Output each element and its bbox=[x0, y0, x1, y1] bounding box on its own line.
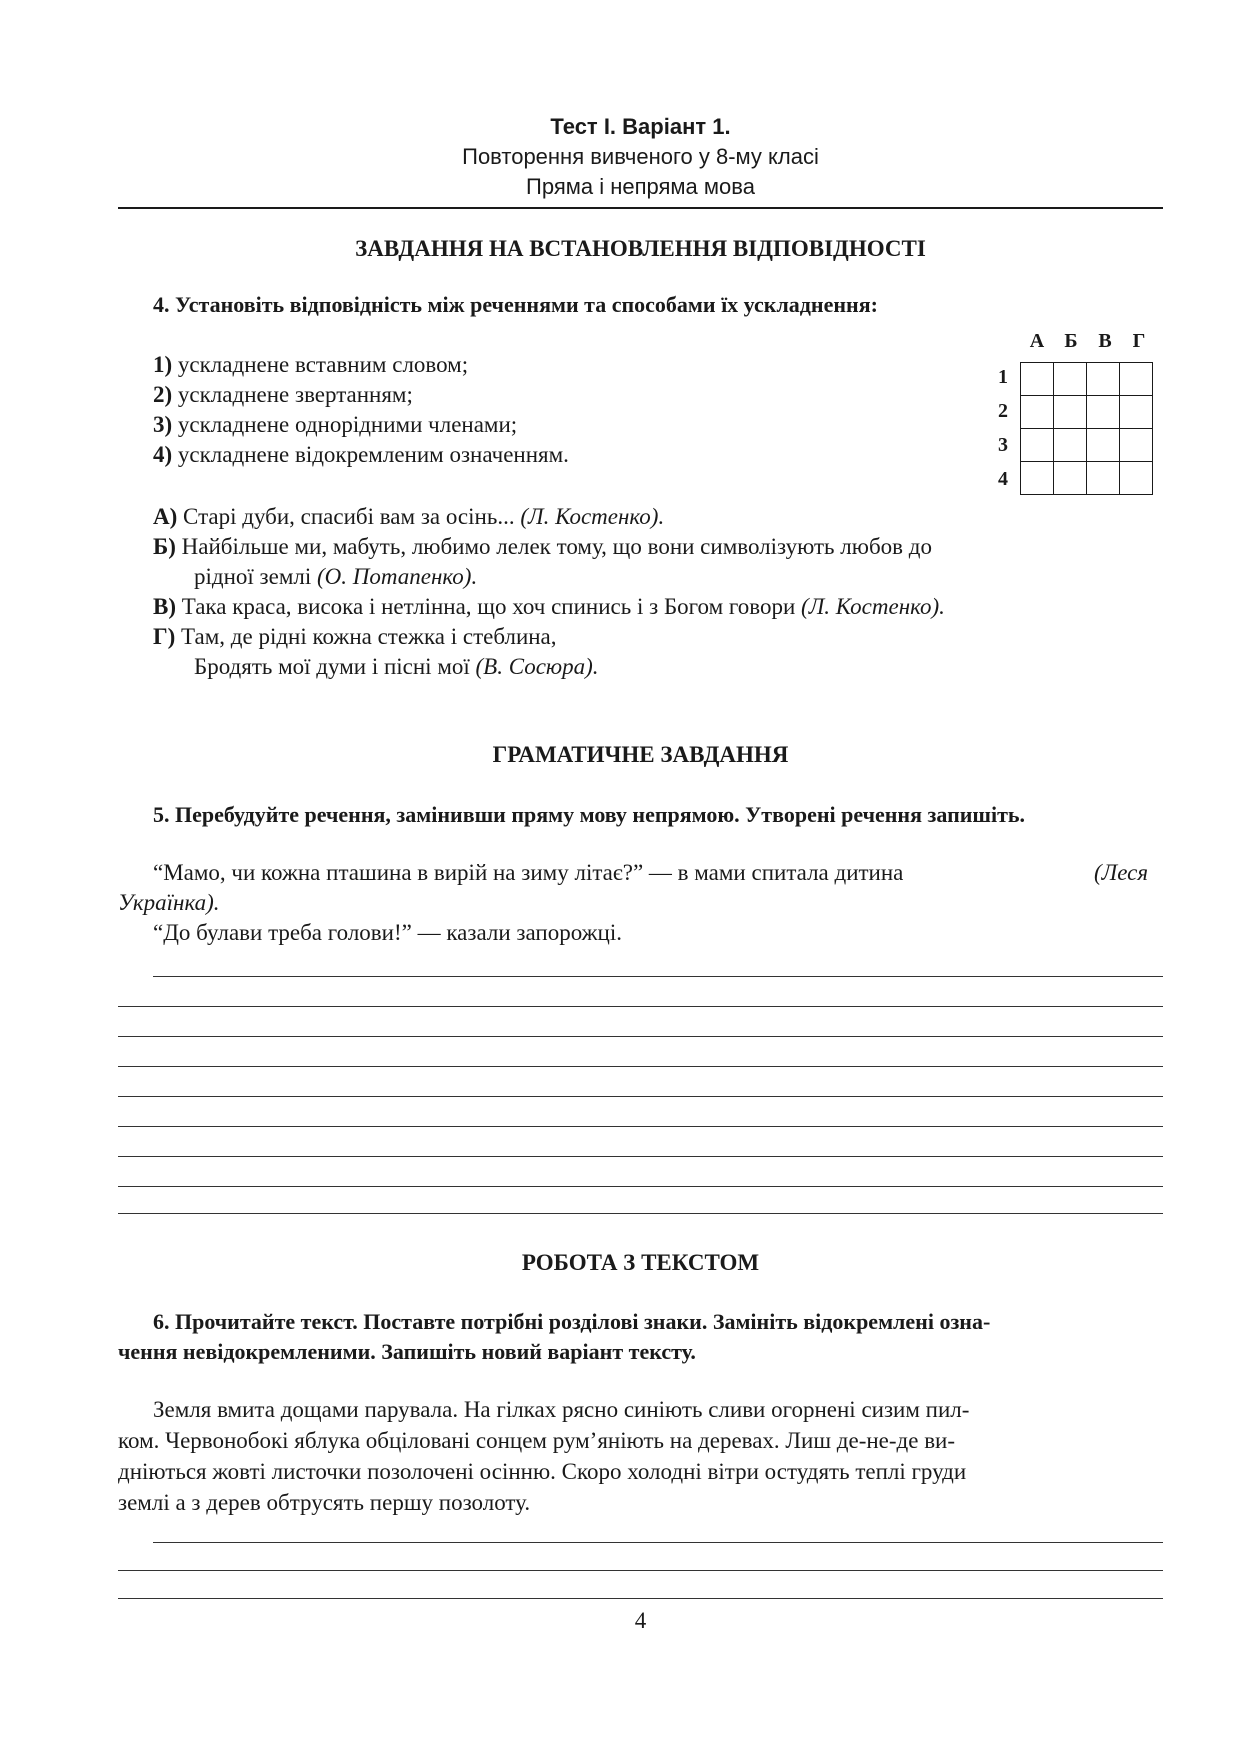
answer-line[interactable] bbox=[118, 1598, 1163, 1599]
answer-line[interactable] bbox=[118, 1156, 1163, 1157]
quote-1: “Мамо, чи кожна пташина в вирій на зиму літає?” — в мами спитала дитина bbox=[153, 860, 904, 885]
exercise-text-line4: землі а з дерев обтрусять першу позолоту. bbox=[118, 1490, 531, 1515]
answer-line[interactable] bbox=[118, 1186, 1163, 1187]
grid-row-label: 4 bbox=[998, 468, 1008, 490]
exercise-text-line3: дніються жовті листочки позолочені осінню. Скоро холодні вітри остудять теплі груди bbox=[118, 1459, 967, 1484]
answer-cell[interactable] bbox=[1087, 363, 1120, 396]
quote-1-author-part2: Українка). bbox=[118, 890, 220, 915]
answer-cell[interactable] bbox=[1021, 429, 1054, 462]
answer-cell[interactable] bbox=[1120, 429, 1153, 462]
grid-row-label: 1 bbox=[998, 366, 1008, 388]
sentence-b-cont: рідної землі (О. Потапенко). bbox=[194, 564, 478, 589]
answer-line[interactable] bbox=[153, 976, 1163, 977]
exercise-text-line1: Земля вмита дощами парувала. На гілках рясно синіють сливи огорнені сизим пил- bbox=[153, 1397, 970, 1422]
sentence-b: Б) Найбільше ми, мабуть, любимо лелек тому, що вони символізують любов до bbox=[153, 534, 932, 559]
answer-line[interactable] bbox=[118, 1066, 1163, 1067]
test-title: Тест I. Варіант 1. bbox=[550, 114, 731, 139]
answer-cell[interactable] bbox=[1087, 396, 1120, 429]
option-2: 2) ускладнене звертанням; bbox=[153, 382, 413, 407]
quote-1-author-part1: (Леся bbox=[1094, 860, 1149, 885]
answer-line[interactable] bbox=[118, 1096, 1163, 1097]
sentence-a: А) Старі дуби, спасибі вам за осінь... (Л. Костенко). bbox=[153, 504, 665, 529]
sentence-g: Г) Там, де рідні кожна стежка і стеблина, bbox=[153, 624, 557, 649]
grid-col-label: В bbox=[1098, 330, 1112, 352]
task-6-prompt-line2: чення невідокремленими. Запишіть новий варіант тексту. bbox=[118, 1339, 696, 1364]
option-1: 1) ускладнене вставним словом; bbox=[153, 352, 469, 377]
answer-cell[interactable] bbox=[1120, 462, 1153, 495]
task-5-prompt: 5. Перебудуйте речення, замінивши пряму мову непрямою. Утворені речення запишіть. bbox=[153, 802, 1026, 827]
answer-line[interactable] bbox=[118, 1570, 1163, 1571]
answer-cell[interactable] bbox=[1087, 429, 1120, 462]
grid-row-label: 2 bbox=[998, 400, 1008, 422]
answer-cell[interactable] bbox=[1054, 462, 1087, 495]
test-subtitle-topic: Повторення вивченого у 8-му класі bbox=[462, 144, 819, 169]
quote-2: “До булави треба голови!” — казали запорожці. bbox=[153, 920, 622, 945]
answer-cell[interactable] bbox=[1021, 396, 1054, 429]
exercise-text-line2: ком. Червонобокі яблука обцiловані сонцем рум’яніють на деревах. Лиш де-не-де ви- bbox=[118, 1428, 956, 1453]
grid-row-label: 3 bbox=[998, 434, 1008, 456]
answer-line[interactable] bbox=[118, 1126, 1163, 1127]
answer-line[interactable] bbox=[153, 1542, 1163, 1543]
answer-line[interactable] bbox=[118, 1036, 1163, 1037]
answer-grid bbox=[1020, 362, 1153, 495]
answer-cell[interactable] bbox=[1021, 363, 1054, 396]
grid-col-label: Б bbox=[1064, 330, 1078, 352]
answer-cell[interactable] bbox=[1087, 462, 1120, 495]
grid-col-label: Г bbox=[1132, 330, 1146, 352]
task-6-prompt-line1: 6. Прочитайте текст. Поставте потрібні розділові знаки. Замініть відокремлені озна- bbox=[153, 1309, 991, 1334]
option-4: 4) ускладнене відокремленим означенням. bbox=[153, 442, 569, 467]
section-heading-matching: ЗАВДАННЯ НА ВСТАНОВЛЕННЯ ВІДПОВІДНОСТІ bbox=[355, 236, 926, 261]
answer-cell[interactable] bbox=[1120, 396, 1153, 429]
answer-cell[interactable] bbox=[1054, 396, 1087, 429]
answer-cell[interactable] bbox=[1021, 462, 1054, 495]
section-heading-grammar: ГРАМАТИЧНЕ ЗАВДАННЯ bbox=[492, 742, 789, 767]
answer-cell[interactable] bbox=[1054, 363, 1087, 396]
answer-cell[interactable] bbox=[1054, 429, 1087, 462]
section-heading-text-work: РОБОТА З ТЕКСТОМ bbox=[521, 1250, 760, 1275]
test-subtitle-theme: Пряма і непряма мова bbox=[526, 174, 755, 199]
page-number: 4 bbox=[634, 1608, 647, 1633]
sentence-g-cont: Бродять мої думи і пісні мої (В. Сосюра). bbox=[194, 654, 599, 679]
header-divider bbox=[118, 207, 1163, 209]
answer-cell[interactable] bbox=[1120, 363, 1153, 396]
grid-col-label: А bbox=[1029, 330, 1045, 352]
sentence-v: В) Така краса, висока і нетлінна, що хоч спинись і з Богом говори (Л. Костенко). bbox=[153, 594, 945, 619]
option-3: 3) ускладнене однорідними членами; bbox=[153, 412, 518, 437]
answer-line[interactable] bbox=[118, 1006, 1163, 1007]
answer-line[interactable] bbox=[118, 1213, 1163, 1214]
task-4-prompt: 4. Установіть відповідність між реченнями та способами їх ускладнення: bbox=[153, 292, 878, 317]
